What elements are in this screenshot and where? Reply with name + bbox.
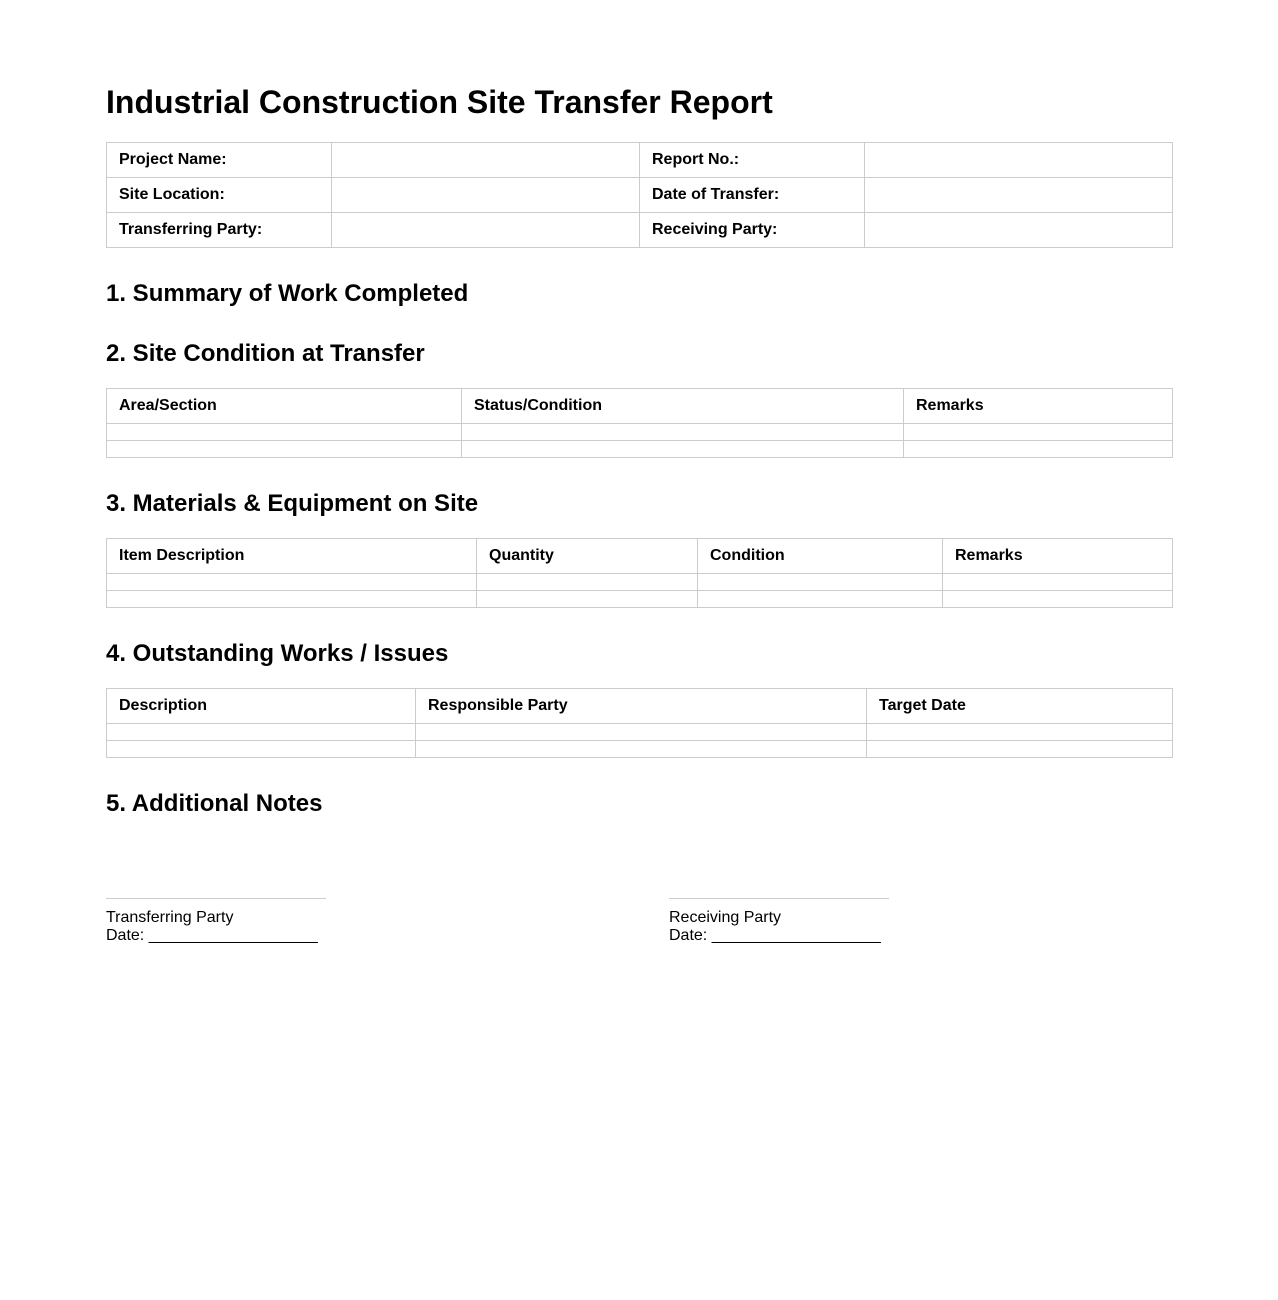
project-name-field[interactable]	[332, 143, 640, 178]
column-header: Remarks	[904, 389, 1173, 424]
column-header: Description	[107, 689, 416, 724]
table-row	[107, 574, 1173, 591]
table-cell[interactable]	[416, 724, 867, 741]
table-row	[107, 213, 1173, 248]
project-name-label: Project Name:	[107, 143, 332, 178]
column-header: Target Date	[867, 689, 1173, 724]
table-cell[interactable]	[462, 441, 904, 458]
date-of-transfer-label: Date of Transfer:	[640, 178, 865, 213]
transferring-party-label: Transferring Party:	[107, 213, 332, 248]
section-heading-notes: 5. Additional Notes	[106, 790, 323, 817]
project-info-table	[106, 142, 1173, 248]
table-cell[interactable]	[107, 574, 477, 591]
column-header: Area/Section	[107, 389, 462, 424]
table-header-row	[107, 389, 1173, 424]
signature-date: Date: ___________________	[106, 927, 318, 944]
report-no-field[interactable]	[865, 143, 1173, 178]
table-cell[interactable]	[462, 424, 904, 441]
table-row	[107, 178, 1173, 213]
table-row	[107, 441, 1173, 458]
column-header: Item Description	[107, 539, 477, 574]
signature-date: Date: ___________________	[669, 927, 881, 944]
outstanding-works-table	[106, 688, 1173, 758]
table-cell[interactable]	[867, 741, 1173, 758]
column-header: Quantity	[477, 539, 698, 574]
table-cell[interactable]	[477, 574, 698, 591]
table-cell[interactable]	[904, 424, 1173, 441]
section-heading-summary: 1. Summary of Work Completed	[106, 280, 469, 307]
signature-block-transferring	[106, 898, 326, 945]
date-of-transfer-field[interactable]	[865, 178, 1173, 213]
site-condition-table	[106, 388, 1173, 458]
signature-block-receiving	[669, 898, 889, 945]
table-row	[107, 724, 1173, 741]
table-cell[interactable]	[904, 441, 1173, 458]
table-cell[interactable]	[107, 724, 416, 741]
table-row	[107, 143, 1173, 178]
receiving-party-field[interactable]	[865, 213, 1173, 248]
column-header: Condition	[698, 539, 943, 574]
column-header: Responsible Party	[416, 689, 867, 724]
table-cell[interactable]	[107, 441, 462, 458]
table-cell[interactable]	[477, 591, 698, 608]
table-cell[interactable]	[867, 724, 1173, 741]
page-title: Industrial Construction Site Transfer Report	[106, 84, 773, 120]
site-location-field[interactable]	[332, 178, 640, 213]
table-row	[107, 591, 1173, 608]
table-row	[107, 424, 1173, 441]
site-location-label: Site Location:	[107, 178, 332, 213]
column-header: Remarks	[943, 539, 1173, 574]
materials-table	[106, 538, 1173, 608]
signature-line[interactable]	[669, 898, 889, 899]
table-cell[interactable]	[698, 591, 943, 608]
receiving-party-label: Receiving Party:	[640, 213, 865, 248]
signature-label: Transferring Party	[106, 909, 234, 926]
signature-label: Receiving Party	[669, 909, 782, 926]
section-heading-outstanding: 4. Outstanding Works / Issues	[106, 640, 449, 667]
table-cell[interactable]	[107, 591, 477, 608]
table-cell[interactable]	[107, 741, 416, 758]
table-cell[interactable]	[943, 591, 1173, 608]
report-no-label: Report No.:	[640, 143, 865, 178]
section-heading-materials: 3. Materials & Equipment on Site	[106, 490, 479, 517]
table-cell[interactable]	[943, 574, 1173, 591]
transferring-party-field[interactable]	[332, 213, 640, 248]
table-cell[interactable]	[698, 574, 943, 591]
signature-line[interactable]	[106, 898, 326, 899]
table-header-row	[107, 539, 1173, 574]
section-heading-site-condition: 2. Site Condition at Transfer	[106, 340, 425, 367]
table-cell[interactable]	[416, 741, 867, 758]
table-header-row	[107, 689, 1173, 724]
table-row	[107, 741, 1173, 758]
column-header: Status/Condition	[462, 389, 904, 424]
table-cell[interactable]	[107, 424, 462, 441]
